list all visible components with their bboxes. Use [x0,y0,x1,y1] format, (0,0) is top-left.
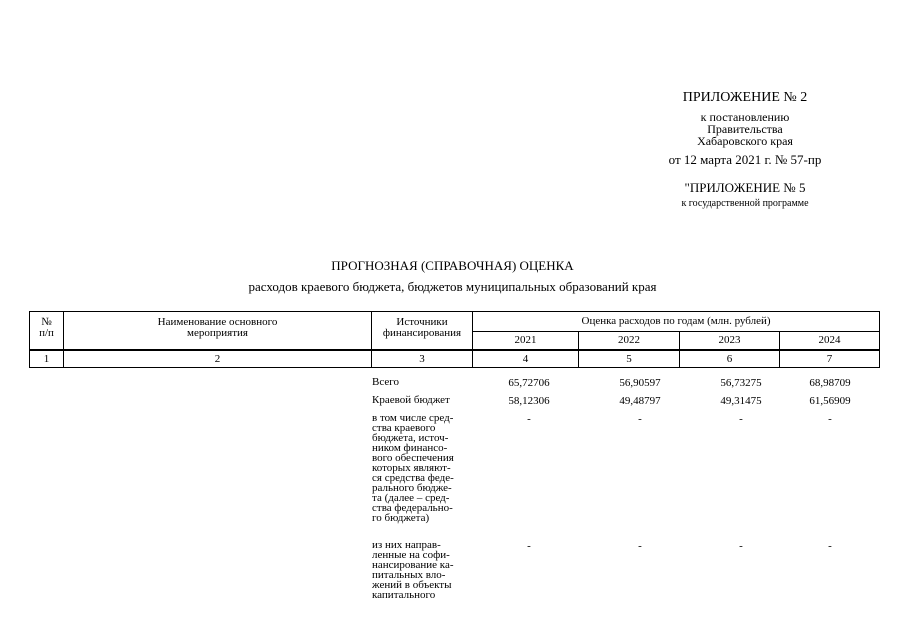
source-line: жений в объекты [372,579,452,591]
value-cell: - [828,413,832,425]
column-number: 1 [30,350,64,368]
value-cell: 49,31475 [720,395,762,407]
header-sources-line: Источники [396,316,448,328]
source-line: которых являют- [372,462,451,474]
header-name-line: Наименование основного [157,316,278,328]
header-year: 2024 [780,332,880,351]
value-cell: - [527,540,531,552]
source-line: та (далее – сред- [372,492,450,504]
source-line: бюджета, источ- [372,432,449,444]
annex-lines [600,111,890,147]
source-line: питальных вло- [372,569,446,581]
value-cell: - [828,540,832,552]
header-name [64,312,372,351]
header-num [30,312,64,351]
source-line: нансирование ка- [372,559,454,571]
annex5-title: "ПРИЛОЖЕНИЕ № 5 [684,180,806,195]
source-line: капитального [372,589,436,601]
header-num-line: № [41,316,52,328]
header-sources-line: финансирования [382,327,462,339]
source-cell [372,540,476,600]
value-cell: - [638,413,642,425]
value-cell: 56,90597 [619,377,661,389]
annex-line: Хабаровского края [697,134,793,148]
source-line: го бюджета) [372,512,430,524]
value-cell: 49,48797 [619,395,661,407]
source-line: в том числе сред- [372,412,454,424]
annex-line: к постановлению [700,110,790,124]
annex-title: ПРИЛОЖЕНИЕ № 2 [682,90,808,105]
annex-date: от 12 марта 2021 г. № 57-пр [668,152,822,167]
header-year: 2023 [680,332,780,351]
value-cell: - [638,540,642,552]
value-cell: 58,12306 [508,395,550,407]
column-number: 2 [64,350,372,368]
header-name-line: мероприятия [187,327,248,339]
source-line: рального бюдже- [372,482,452,494]
source-cell [372,413,476,523]
source-line: ства краевого [372,422,436,434]
column-number: 4 [473,350,579,368]
source-cell [372,395,476,405]
source-line: ленные на софи- [372,549,450,561]
header-year: 2021 [473,332,579,351]
source-line: ства федерально- [372,502,453,514]
column-number: 5 [579,350,680,368]
header-num-line: п/п [39,327,54,339]
source-line: Всего [372,376,399,388]
header-estimate: Оценка расходов по годам (млн. рублей) [473,312,880,332]
column-number: 3 [372,350,473,368]
value-cell: 56,73275 [720,377,762,389]
source-line: ся средства феде- [372,472,454,484]
annex-line: Правительства [707,122,783,136]
value-cell: - [739,540,743,552]
column-number: 6 [680,350,780,368]
value-cell: - [739,413,743,425]
source-line: из них направ- [372,539,441,551]
source-line: Краевой бюджет [372,394,450,406]
source-cell [372,377,476,387]
estimate-table [29,311,880,368]
document-subtitle: расходов краевого бюджета, бюджетов муниципальных образований края [248,279,657,294]
value-cell: 61,56909 [809,395,851,407]
header-sources [372,312,473,351]
value-cell: 68,98709 [809,377,851,389]
column-number: 7 [780,350,880,368]
value-cell: - [527,413,531,425]
source-line: ником финансо- [372,442,448,454]
header-year: 2022 [579,332,680,351]
annex5-subtitle: к государственной программе [681,198,809,209]
document-title: ПРОГНОЗНАЯ (СПРАВОЧНАЯ) ОЦЕНКА [331,258,574,273]
source-line: вого обеспечения [372,452,454,464]
value-cell: 65,72706 [508,377,550,389]
